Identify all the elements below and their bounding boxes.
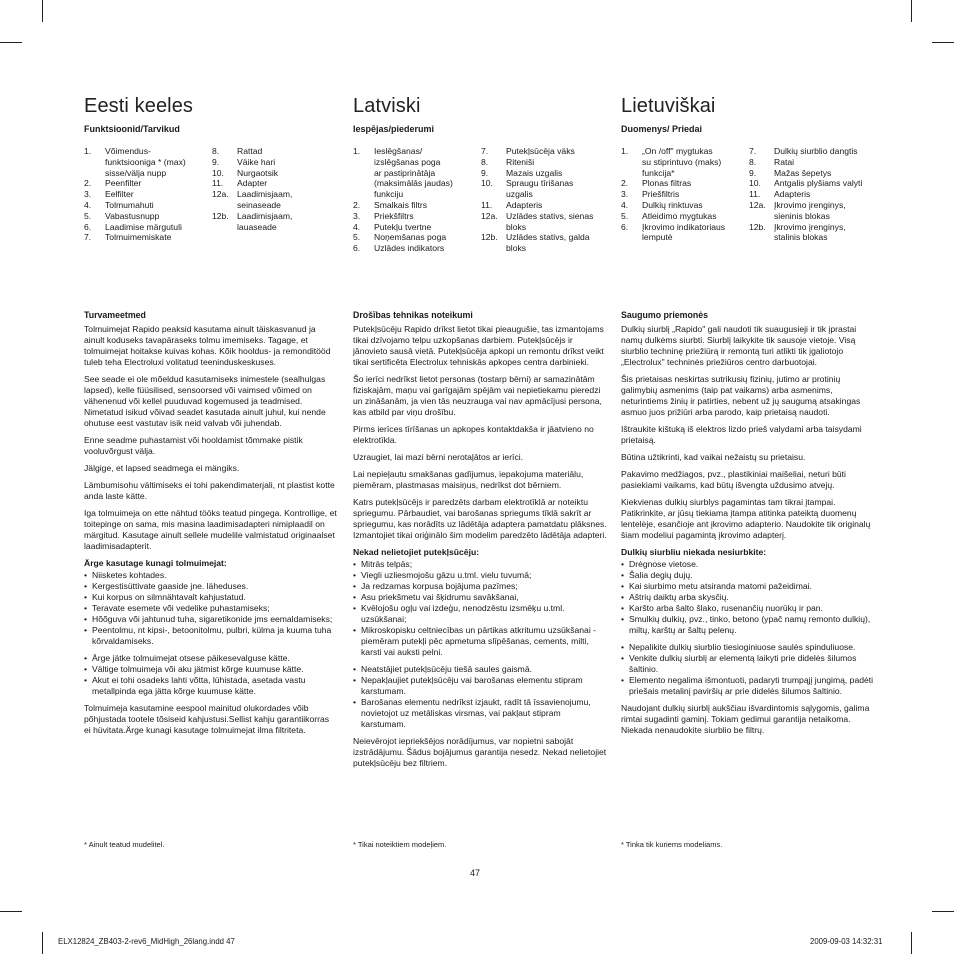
feature-item: [749, 189, 873, 200]
feature-label: Atleidimo mygtukas: [642, 210, 717, 221]
feature-number: 5.: [353, 232, 361, 243]
feature-label: Vabastusnupp: [105, 210, 160, 221]
feature-item: [353, 222, 481, 233]
feature-label: „On /off" mygtukas su stiprintuvo (maks) funkcija*: [642, 146, 722, 178]
feature-label: Laadimisjaam, seinaseade: [237, 189, 293, 210]
safety-paragraph: Dulkių siurblį „Rapido" gali naudoti tik suaugusieji ir tik įprastai namų dulkėms siurbti. Siurblį laikykite tik sausoje vietoje. Visą siurblio techninę priežiūrą ir remontą turi atlikti tik įgaliotojo „Electrolux" techninės priežiūros centro darbuotojai.: [621, 324, 857, 367]
feature-item: [621, 200, 749, 211]
feature-item: [353, 232, 481, 243]
bullet-icon: •: [84, 653, 88, 663]
feature-item: [84, 232, 212, 243]
bullet-text: Niisketes kohtades.: [92, 570, 167, 580]
feature-label: Plonas filtras: [642, 178, 692, 189]
features-list: [353, 146, 605, 254]
features-heading: Duomenys/ Priedai: [621, 124, 703, 134]
never-use-heading: Nekad nelietojiet putekļsūcēju:: [353, 547, 480, 557]
feature-label: Uzlādes stativs, sienas bloks: [506, 210, 594, 232]
bullet-list: [84, 570, 338, 647]
language-title: Eesti keeles: [84, 94, 194, 117]
feature-label: Riteniši: [506, 156, 535, 167]
feature-label: Adapter: [237, 178, 268, 189]
bullet-item: [84, 675, 338, 697]
bullet-icon: •: [353, 570, 357, 580]
bullet-icon: •: [621, 559, 625, 569]
feature-label: Rattad: [237, 146, 263, 156]
safety-paragraph: Putekļsūcēju Rapido drīkst lietot tikai pieaugušie, tas izmantojams tikai dzīvojamo telpu uzkopšanas darbiem. Putekļsūcējs ir jānovieto sausā vietā. Putekļsūcēja apkopi un remontu drīkst veikt tikai sertificēta Electrolux tehniskās apkopes centra darbinieki.: [353, 324, 604, 367]
feature-label: Putekļu tvertne: [374, 221, 432, 232]
feature-label: Įkrovimo įrenginys, stalinis blokas: [774, 221, 846, 243]
feature-label: Tolmuimemiskate: [105, 232, 172, 243]
features-list: [84, 146, 336, 243]
bullet-item: [353, 592, 607, 603]
crop-mark: [932, 911, 954, 912]
bullet-icon: •: [353, 581, 357, 591]
feature-number: 9.: [212, 156, 220, 167]
feature-label: Peenfilter: [105, 178, 142, 189]
bullet-list: [353, 559, 607, 658]
feature-label: Mažas šepetys: [774, 167, 832, 178]
crop-mark: [0, 911, 22, 912]
safety-paragraph: Naudojant dulkių siurblį aukščiau išvardintomis sąlygomis, galima rimtai sugadinti gaminį. Tokiam gedimui garantija netaikoma. Niekada nenaudokite siurblio be filtrų.: [621, 703, 870, 735]
feature-number: 2.: [84, 178, 92, 189]
crop-mark: [0, 42, 22, 43]
bullet-item: [84, 614, 338, 625]
bullet-icon: •: [84, 625, 88, 635]
bullet-text: Neatstājiet putekļsūcēju tiešā saules gaismā.: [361, 664, 533, 674]
feature-item: [621, 146, 749, 178]
feature-label: Uzlādes indikators: [374, 243, 445, 254]
safety-paragraph: See seade ei ole mõeldud kasutamiseks inimestele (sealhulgas lapsed), kelle füüsilised, sensoorsed või vaimsed võimed on vähenenud või kellel puuduvad kogemused ja teadmised. Nimetatud isikud võivad seadet kasutada ainult juhul, kui nende ohutuse eest vastutav isik neid valvab või juhendab.: [84, 374, 326, 428]
feature-label: Eelfilter: [105, 189, 134, 200]
bullet-text: Peentolmu, nt kipsi-, betoonitolmu, pulbri, külma ja kuuma tuha kõrvaldamiseks.: [92, 625, 332, 646]
bullet-item: [353, 559, 607, 570]
bullet-list: [84, 653, 338, 697]
feature-item: [353, 146, 481, 200]
bullet-item: [621, 570, 875, 581]
bullet-icon: •: [84, 581, 88, 591]
bullet-text: Kvēlojošu ogļu vai izdeģu, nenodzēstu izsmēķu u.tml. uzsūkšanai;: [361, 603, 565, 624]
language-title: Latviski: [353, 94, 421, 117]
bullet-item: [84, 570, 338, 581]
safety-heading: Turvameetmed: [84, 310, 146, 320]
feature-number: 3.: [353, 210, 361, 221]
feature-label: Įkrovimo įrenginys, sieninis blokas: [774, 199, 846, 221]
feature-label: Putekļsūcēja väks: [506, 146, 575, 156]
feature-number: 1.: [84, 146, 92, 156]
bullet-icon: •: [353, 592, 357, 602]
bullet-icon: •: [84, 664, 88, 674]
bullet-icon: •: [621, 675, 625, 685]
safety-paragraph: Lai nepieļautu smakšanas gadījumus, iepakojuma materiālu, piemēram, plastmasas maisiņus, nedrīkst dot bērniem.: [353, 469, 584, 490]
bullet-icon: •: [353, 625, 357, 635]
features-column: [353, 146, 481, 254]
bullet-item: [353, 664, 607, 675]
feature-item: [84, 222, 212, 233]
bullet-text: Karšto arba šalto šlako, rusenančių nuorūkų ir pan.: [629, 603, 823, 613]
safety-paragraph: Tolmuimeja kasutamine eespool mainitud olukordades võib põhjustada tootele tõsiseid kahjustusi.Sellist kahju garantiikorras ei hüvitata.Ärge kunagi kasutage tolmuimejat ilma filtriteta.: [84, 703, 330, 735]
safety-paragraph: Jälgige, et lapsed seadmega ei mängiks.: [84, 463, 240, 473]
feature-number: 5.: [621, 210, 629, 221]
safety-paragraph: Lämbumisohu vältimiseks ei tohi pakendimaterjali, nt plastist kotte anda laste kätte.: [84, 480, 335, 501]
feature-label: Dulkių siurblio dangtis: [774, 146, 858, 156]
bullet-item: [353, 675, 607, 697]
safety-heading: Saugumo priemonės: [621, 310, 709, 320]
feature-number: 9.: [749, 167, 757, 178]
feature-label: Smalkais filtrs: [374, 199, 428, 210]
bullet-text: Nepakļaujiet putekļsūcēju vai barošanas elementu stipram karstumam.: [361, 675, 583, 696]
feature-item: [481, 157, 605, 168]
bullet-text: Drėgnose vietose.: [629, 559, 699, 569]
feature-number: 11.: [481, 199, 493, 210]
feature-item: [749, 178, 873, 189]
bullet-text: Kui korpus on silmnähtavalt kahjustatud.: [92, 592, 246, 602]
feature-item: [84, 211, 212, 222]
feature-number: 11.: [749, 189, 761, 200]
bullet-item: [621, 653, 875, 675]
safety-paragraph: Šis prietaisas neskirtas sutrikusių fizinių, jutimo ar protinių galimybių asmenims (taip pat vaikams) arba asmenims, neturintiems žinių ir patirties, nebent už jų saugumą atsakingas asmuo juos prižiūri arba parodo, kaip prietaisą naudoti.: [621, 374, 861, 417]
feature-label: Mazais uzgalis: [506, 167, 563, 178]
feature-number: 1.: [621, 146, 629, 156]
safety-paragraph: Iga tolmuimeja on ette nähtud tööks teatud pingega. Kontrollige, et toitepinge on sama, mis masina laadimisadapteri nimiplaadil on märgitud. Kasutage ainult sellele mudelile valmistatud originaalset laadimisadapterit.: [84, 508, 337, 551]
feature-item: [481, 168, 605, 179]
feature-item: [481, 146, 605, 157]
feature-number: 10.: [212, 167, 224, 178]
feature-number: 12a.: [749, 199, 766, 210]
feature-number: 1.: [353, 146, 361, 156]
crop-mark: [911, 932, 912, 954]
feature-item: [212, 146, 336, 157]
safety-section: [353, 310, 607, 775]
feature-number: 7.: [84, 232, 92, 243]
bullet-text: Akut ei tohi osadeks lahti võtta, lühistada, asetada vastu metallpinda ega jätta kõrge kuumuse kätte.: [92, 675, 306, 696]
bullet-text: Hõõguva või jahtunud tuha, sigaretikonide jms eemaldamiseks;: [92, 614, 333, 624]
bullet-item: [353, 570, 607, 581]
feature-label: Priešfiltris: [642, 189, 680, 200]
feature-item: [481, 200, 605, 211]
feature-item: [212, 211, 336, 233]
bullet-item: [84, 653, 338, 664]
safety-paragraph: Pirms ierīces tīrīšanas un apkopes kontaktdakša ir jāatvieno no elektrotīkla.: [353, 424, 594, 445]
bullet-text: Vältige tolmuimeja või aku jätmist kõrge kuumuse kätte.: [92, 664, 304, 674]
feature-label: Nurgaotsik: [237, 167, 279, 178]
feature-number: 2.: [353, 199, 361, 210]
bullet-text: Elemento negalima išmontuoti, padaryti trumpąjį jungimą, padėti priešais metalinį paviršių ar prie didelės šilumos šaltinio.: [629, 675, 874, 696]
bullet-list: [621, 642, 875, 697]
footnote: * Ainult teatud mudelitel.: [84, 840, 165, 849]
feature-number: 6.: [84, 221, 92, 232]
feature-label: Noņemšanas poga: [374, 232, 447, 243]
safety-paragraph: Katrs putekļsūcējs ir paredzēts darbam elektrotīklā ar noteiktu spriegumu. Pārbaudiet, vai barošanas spriegums tīklā sakrīt ar spriegumu, kas norādīts uz lādētāja adaptera pamatdatu plāksnes. Izmantojiet tikai oriģinālo šim modelim paredzēto lādētāja adapteri.: [353, 497, 607, 540]
bullet-text: Ja redzamas korpusa bojājuma pazīmes;: [361, 581, 518, 591]
feature-item: [84, 189, 212, 200]
feature-number: 3.: [621, 189, 629, 200]
bullet-item: [353, 581, 607, 592]
feature-item: [212, 178, 336, 189]
bullet-icon: •: [353, 675, 357, 685]
feature-number: 9.: [481, 167, 489, 178]
bullet-icon: •: [84, 675, 88, 685]
feature-number: 2.: [621, 178, 629, 189]
bullet-text: Viegli uzliesmojošu gāzu u.tml. vielu tuvumā;: [361, 570, 532, 580]
crop-mark: [42, 932, 43, 954]
feature-number: 8.: [481, 156, 489, 167]
bullet-icon: •: [84, 592, 88, 602]
bullet-icon: •: [621, 603, 625, 613]
feature-number: 4.: [621, 199, 629, 210]
feature-item: [749, 168, 873, 179]
feature-label: Uzlādes stativs, galda bloks: [506, 232, 590, 254]
feature-number: 8.: [749, 156, 757, 167]
bullet-text: Kergestisüttivate gaaside jne. läheduses.: [92, 581, 249, 591]
feature-item: [212, 189, 336, 211]
never-use-heading: Ärge kasutage kunagi tolmuimejat:: [84, 558, 227, 568]
bullet-icon: •: [621, 614, 625, 624]
bullet-item: [621, 592, 875, 603]
feature-number: 6.: [353, 243, 361, 254]
feature-item: [621, 178, 749, 189]
feature-item: [481, 232, 605, 254]
feature-item: [84, 178, 212, 189]
print-slug-file: ELX12824_ZB403-2-rev6_MidHigh_26lang.indd 47: [58, 937, 235, 946]
feature-label: Ieslēgšanas/ izslēgšanas poga ar pastiprinātāja (maksimālās jaudas) funkciju: [374, 146, 453, 200]
feature-label: Tolmumahuti: [105, 199, 154, 210]
feature-item: [212, 157, 336, 168]
bullet-icon: •: [353, 664, 357, 674]
feature-number: 5.: [84, 210, 92, 221]
safety-paragraph: Ištraukite kištuką iš elektros lizdo prieš valydami arba taisydami prietaisą.: [621, 424, 862, 445]
feature-item: [749, 222, 873, 244]
bullet-icon: •: [84, 603, 88, 613]
feature-label: Laadimise märgutuli: [105, 221, 182, 232]
feature-number: 4.: [84, 199, 92, 210]
feature-label: Laadimisjaam, lauaseade: [237, 210, 293, 232]
feature-number: 12a.: [481, 210, 498, 221]
safety-paragraph: Kiekvienas dulkių siurblys pagamintas tam tikrai įtampai. Patikrinkite, ar jūsų tiekiama įtampa atitinka pateiktą duomenų lentelėje, esančioje ant įkrovimo adapterio. Naudokite tik originalų šiam modeliui pagamintą įkrovimo adapterį.: [621, 497, 871, 540]
feature-label: Adapteris: [774, 189, 811, 200]
features-column: [621, 146, 749, 243]
bullet-icon: •: [353, 559, 357, 569]
feature-item: [353, 200, 481, 211]
bullet-text: Mikroskopisku celtniecības un pārtikas atkritumu uzsūkšanai - piemēram putekļi pēc apmetuma slīpēšanas, cements, milti, karsti vai auksti pelni.: [361, 625, 596, 657]
bullet-icon: •: [621, 581, 625, 591]
feature-label: Väike hari: [237, 156, 276, 167]
bullet-text: Smulkių dulkių, pvz., tinko, betono (ypač namų remonto dulkių), miltų, karštų ar šaltų pelenų.: [629, 614, 871, 635]
bullet-list: [621, 559, 875, 636]
features-column: [212, 146, 336, 243]
feature-number: 12b.: [212, 210, 229, 221]
feature-label: Võimendus- funktsiooniga * (max) sisse/välja nupp: [105, 146, 186, 178]
safety-paragraph: Būtina užtikrinti, kad vaikai nežaistų su prietaisu.: [621, 452, 806, 462]
bullet-text: Barošanas elementu nedrīkst izjaukt, radīt tā īssavienojumu, novietojot uz metāliskas virsmas, vai pakļaut stipram karstumam.: [361, 697, 591, 729]
feature-number: 12a.: [212, 189, 229, 200]
features-heading: Funktsioonid/Tarvikud: [84, 124, 180, 134]
feature-number: 3.: [84, 189, 92, 200]
features-heading: Iespējas/piederumi: [353, 124, 435, 134]
bullet-icon: •: [84, 614, 88, 624]
feature-item: [353, 211, 481, 222]
feature-number: 12b.: [749, 221, 766, 232]
print-slug-date: 2009-09-03 14:32:31: [810, 937, 883, 946]
feature-number: 6.: [621, 221, 629, 232]
never-use-heading: Dulkių siurbliu niekada nesiurbkite:: [621, 547, 767, 557]
bullet-icon: •: [621, 592, 625, 602]
safety-heading: Drošības tehnikas noteikumi: [353, 310, 473, 320]
bullet-text: Asu priekšmetu vai šķidrumu savākšanai,: [361, 592, 519, 602]
footnote: * Tinka tik kuriems modeliams.: [621, 840, 723, 849]
bullet-item: [621, 559, 875, 570]
feature-label: Spraugu tīrišanas uzgalis: [506, 178, 574, 200]
bullet-item: [621, 581, 875, 592]
footnote: * Tikai noteiktiem modeļiem.: [353, 840, 447, 849]
feature-number: 8.: [212, 146, 220, 156]
safety-section: [84, 310, 338, 742]
bullet-item: [621, 642, 875, 653]
bullet-text: Teravate esemete või vedelike puhastamiseks;: [92, 603, 270, 613]
bullet-text: Kai siurbimo metu atsiranda matomi pažeidimai.: [629, 581, 812, 591]
bullet-text: Ärge jätke tolmuimejat otsese päikesevalguse kätte.: [92, 653, 290, 663]
crop-mark: [42, 0, 43, 22]
bullet-item: [84, 625, 338, 647]
safety-section: [621, 310, 875, 742]
page-number: 47: [470, 868, 481, 878]
feature-item: [212, 168, 336, 179]
feature-number: 11.: [212, 178, 224, 189]
bullet-item: [84, 603, 338, 614]
safety-paragraph: Enne seadme puhastamist või hooldamist tõmmake pistik vooluvõrgust välja.: [84, 435, 303, 456]
feature-number: 4.: [353, 221, 361, 232]
feature-item: [84, 146, 212, 178]
safety-paragraph: Pakavimo medžiagos, pvz., plastikiniai maišeliai, neturi būti pasiekiami vaikams, kad būtų išvengta uždusimo atvejų.: [621, 469, 846, 490]
feature-number: 10.: [749, 178, 761, 189]
feature-item: [621, 222, 749, 244]
bullet-icon: •: [621, 653, 625, 663]
feature-item: [481, 211, 605, 233]
safety-paragraph: Tolmuimejat Rapido peaksid kasutama ainult täiskasvanud ja ainult koduseks tavapäraseks tolmu imemiseks. Tagage, et tolmuimejat hoitakse kuivas kohas. Kõik hooldus- ja remonditööd tuleb teha Electroluxi volitatud teeninduskeskuses.: [84, 324, 331, 367]
bullet-icon: •: [621, 570, 625, 580]
feature-label: Adapteris: [506, 199, 543, 210]
feature-label: Dulkių rinktuvas: [642, 199, 703, 210]
safety-paragraph: Uzraugiet, lai mazi bērni nerotaļātos ar ierīci.: [353, 452, 524, 462]
feature-number: 7.: [481, 146, 489, 156]
bullet-text: Šalia degių dujų.: [629, 570, 693, 580]
crop-mark: [932, 42, 954, 43]
safety-paragraph: Šo ierīci nedrīkst lietot personas (tostarp bērni) ar samazinātām fiziskajām, maņu vai garīgajām spējām vai nepietiekamu pieredzi un zināšanām, ja vien tās neuzrauga vai nav apmācījusi persona, kas atbild par viņu drošību.: [353, 374, 602, 417]
features-column: [84, 146, 212, 243]
language-title: Lietuviškai: [621, 94, 716, 117]
bullet-text: Mitrās telpās;: [361, 559, 413, 569]
feature-item: [481, 178, 605, 200]
bullet-item: [84, 581, 338, 592]
crop-mark: [911, 0, 912, 22]
bullet-item: [84, 592, 338, 603]
bullet-item: [621, 603, 875, 614]
features-column: [749, 146, 873, 243]
feature-item: [353, 243, 481, 254]
bullet-icon: •: [353, 697, 357, 707]
feature-number: 7.: [749, 146, 757, 156]
feature-item: [749, 200, 873, 222]
feature-label: Antgalis plyšiams valyti: [774, 178, 863, 189]
bullet-item: [84, 664, 338, 675]
feature-item: [621, 189, 749, 200]
bullet-item: [621, 614, 875, 636]
bullet-text: Nepalikite dulkių siurblio tiesioginiuose saulės spinduliuose.: [629, 642, 856, 652]
bullet-item: [621, 675, 875, 697]
feature-item: [749, 157, 873, 168]
bullet-text: Venkite dulkių siurblį ar elementą laikyti prie didelės šilumos šaltinio.: [629, 653, 857, 674]
feature-label: Priekšfiltrs: [374, 210, 414, 221]
bullet-icon: •: [353, 603, 357, 613]
bullet-item: [353, 697, 607, 730]
bullet-item: [353, 625, 607, 658]
features-column: [481, 146, 605, 254]
feature-number: 12b.: [481, 232, 498, 243]
feature-number: 10.: [481, 178, 493, 189]
bullet-icon: •: [84, 570, 88, 580]
bullet-list: [353, 664, 607, 730]
bullet-icon: •: [621, 642, 625, 652]
feature-item: [749, 146, 873, 157]
bullet-text: Aštrių daiktų arba skysčių.: [629, 592, 729, 602]
feature-label: Ratai: [774, 156, 795, 167]
bullet-item: [353, 603, 607, 625]
feature-item: [84, 200, 212, 211]
feature-item: [621, 211, 749, 222]
feature-label: Įkrovimo indikatoriaus lemputė: [642, 221, 726, 243]
safety-paragraph: Neievērojot iepriekšējos norādījumus, var nopietni sabojāt izstrādājumu. Šādus bojājumus garantija nesedz. Nekad nelietojiet putekļsūcēju bez filtriem.: [353, 736, 607, 768]
features-list: [621, 146, 873, 243]
